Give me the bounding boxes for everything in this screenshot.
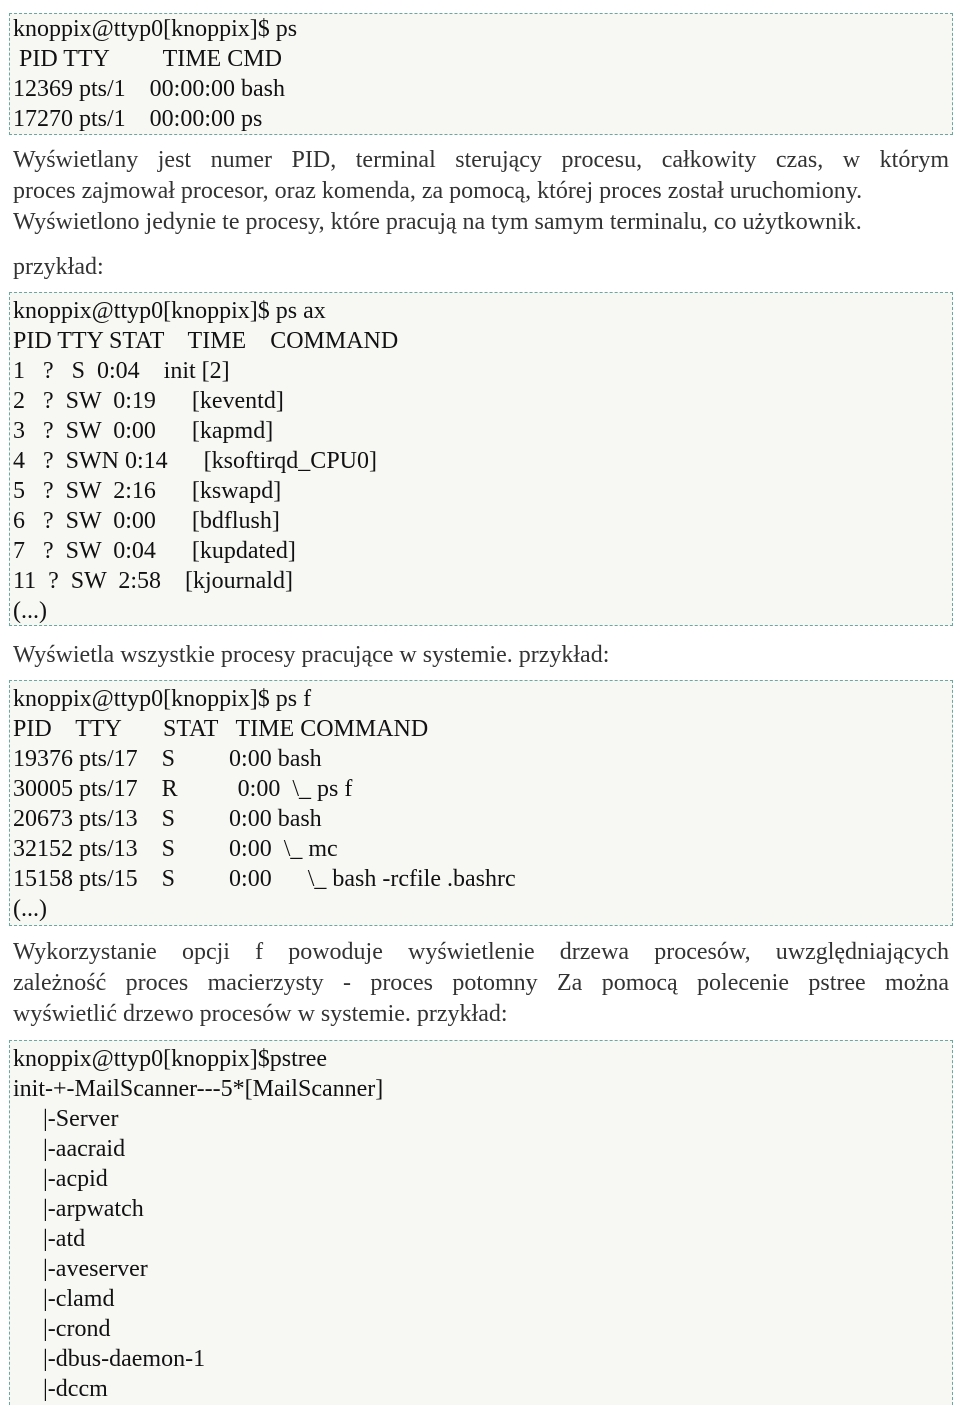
paragraph-line: Wyświetlany jest numer PID, terminal sterujący procesu, całkowity czas, w którym <box>13 147 949 173</box>
code-line: 17270 pts/1 00:00:00 ps <box>13 106 263 132</box>
paragraph-ps-ax-description: Wyświetla wszystkie procesy pracujące w systemie. przykład: <box>13 642 610 668</box>
code-line: 32152 pts/13 S 0:00 \_ mc <box>13 836 338 862</box>
code-line: |-crond <box>13 1316 111 1342</box>
paragraph-pstree-description <box>13 937 949 1030</box>
code-line: 20673 pts/13 S 0:00 bash <box>13 806 322 832</box>
paragraph-line: Wyświetlono jedynie te procesy, które pracują na tym samym terminalu, co użytkownik. <box>13 209 862 235</box>
code-line: |-Server <box>13 1106 119 1132</box>
code-line: |-dbus-daemon-1 <box>13 1346 206 1372</box>
example-label: przykład: <box>13 254 104 280</box>
code-line: 1 ? S 0:04 init [2] <box>13 358 230 384</box>
code-line: |-clamd <box>13 1286 115 1312</box>
code-line: (...) <box>13 598 47 624</box>
code-line: PID TTY TIME CMD <box>13 46 282 72</box>
code-block-ps-f <box>9 680 953 926</box>
code-line: 11 ? SW 2:58 [kjournald] <box>13 568 293 594</box>
code-line: |-arpwatch <box>13 1196 144 1222</box>
code-line: 6 ? SW 0:00 [bdflush] <box>13 508 280 534</box>
code-line: |-acpid <box>13 1166 108 1192</box>
code-line: |-atd <box>13 1226 86 1252</box>
code-line: 7 ? SW 0:04 [kupdated] <box>13 538 296 564</box>
code-line: |-aacraid <box>13 1136 126 1162</box>
code-line: 19376 pts/17 S 0:00 bash <box>13 746 322 772</box>
code-line: knoppix@ttyp0[knoppix]$ ps ax <box>13 298 326 324</box>
code-line: 3 ? SW 0:00 [kapmd] <box>13 418 274 444</box>
paragraph-ps-description <box>13 145 949 238</box>
code-line: 12369 pts/1 00:00:00 bash <box>13 76 286 102</box>
code-line: knoppix@ttyp0[knoppix]$pstree <box>13 1046 328 1072</box>
code-line: init-+-MailScanner---5*[MailScanner] <box>13 1076 384 1102</box>
code-block-ps-ax <box>9 292 953 626</box>
paragraph-line: zależność proces macierzysty - proces potomny Za pomocą polecenie pstree można <box>13 970 949 996</box>
code-line: (...) <box>13 896 47 922</box>
paragraph-line: wyświetlić drzewo procesów w systemie. przykład: <box>13 1001 508 1027</box>
code-line: |-dccm <box>13 1376 108 1402</box>
code-line: PID TTY STAT TIME COMMAND <box>13 716 429 742</box>
code-line: knoppix@ttyp0[knoppix]$ ps f <box>13 686 312 712</box>
paragraph-line: Wykorzystanie opcji f powoduje wyświetlenie drzewa procesów, uwzględniających <box>13 939 949 965</box>
code-line: 30005 pts/17 R 0:00 \_ ps f <box>13 776 353 802</box>
code-line: |-aveserver <box>13 1256 148 1282</box>
code-line: PID TTY STAT TIME COMMAND <box>13 328 399 354</box>
code-line: 4 ? SWN 0:14 [ksoftirqd_CPU0] <box>13 448 377 474</box>
code-block-ps <box>9 13 953 135</box>
code-line: knoppix@ttyp0[knoppix]$ ps <box>13 16 298 42</box>
code-line: 5 ? SW 2:16 [kswapd] <box>13 478 282 504</box>
code-line: 15158 pts/15 S 0:00 \_ bash -rcfile .bashrc <box>13 866 516 892</box>
code-line: 2 ? SW 0:19 [keventd] <box>13 388 284 414</box>
paragraph-line: proces zajmował procesor, oraz komenda, za pomocą, której proces został uruchomiony. <box>13 178 863 204</box>
code-block-pstree <box>9 1040 953 1405</box>
